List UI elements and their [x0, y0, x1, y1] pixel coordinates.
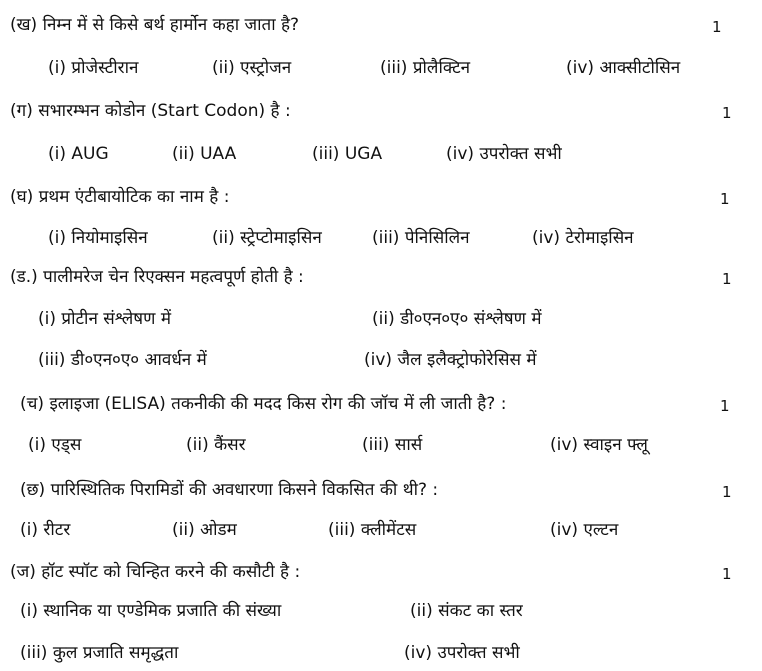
option-gha-iii: (iii) पेनिसिलिन — [372, 228, 470, 248]
option-ja-i: (i) स्थानिक या एण्डेमिक प्रजाति की संख्या — [20, 601, 282, 621]
option-ja-ii: (ii) संकट का स्तर — [410, 601, 523, 621]
option-ja-iii: (iii) कुल प्रजाति समृद्धता — [20, 643, 179, 663]
option-ga-ii: (ii) UAA — [172, 144, 237, 164]
option-gha-ii: (ii) स्ट्रेप्टोमाइसिन — [212, 228, 322, 248]
option-da-i: (i) प्रोटीन संश्लेषण में — [38, 309, 171, 329]
marks-ga: 1 — [722, 104, 732, 122]
marks-ja: 1 — [722, 565, 732, 583]
option-chha-ii: (ii) ओडम — [172, 520, 237, 540]
marks-cha: 1 — [720, 397, 730, 415]
option-cha-ii: (ii) कैंसर — [186, 435, 246, 455]
option-gha-i: (i) नियोमाइसिन — [48, 228, 148, 248]
option-da-iv: (iv) जैल इलैक्ट्रोफोरेसिस में — [364, 350, 537, 370]
option-kha-i: (i) प्रोजेस्टीरान — [48, 58, 139, 78]
option-cha-iii: (iii) सार्स — [362, 435, 423, 455]
option-chha-iii: (iii) क्लीमेंटस — [328, 520, 417, 540]
question-ja: (ज) हॉट स्पॉट को चिन्हित करने की कसौटी है : — [10, 562, 301, 582]
option-kha-iv: (iv) आक्सीटोसिन — [566, 58, 681, 78]
option-chha-i: (i) रीटर — [20, 520, 71, 540]
option-cha-i: (i) एड्स — [28, 435, 82, 455]
question-chha: (छ) पारिस्थितिक पिरामिडों की अवधारणा किसने विकसित की थी? : — [20, 480, 439, 500]
marks-gha: 1 — [720, 190, 730, 208]
option-cha-iv: (iv) स्वाइन फ्लू — [550, 435, 648, 455]
option-gha-iv: (iv) टेरोमाइसिन — [532, 228, 634, 248]
marks-chha: 1 — [722, 483, 732, 501]
option-kha-ii: (ii) एस्ट्रोजन — [212, 58, 292, 78]
question-kha: (ख) निम्न में से किसे बर्थ हार्मोन कहा जाता है? — [10, 15, 300, 35]
question-da: (ड.) पालीमरेज चेन रिएक्सन महत्वपूर्ण होती है : — [10, 267, 304, 287]
option-kha-iii: (iii) प्रोलैक्टिन — [380, 58, 471, 78]
option-ja-iv: (iv) उपरोक्त सभी — [404, 643, 520, 663]
option-ga-iv: (iv) उपरोक्त सभी — [446, 144, 562, 164]
question-cha: (च) इलाइजा (ELISA) तकनीकी की मदद किस रोग की जॉच में ली जाती है? : — [20, 394, 507, 414]
option-ga-i: (i) AUG — [48, 144, 109, 164]
option-ga-iii: (iii) UGA — [312, 144, 383, 164]
marks-kha: 1 — [712, 18, 722, 36]
option-chha-iv: (iv) एल्टन — [550, 520, 619, 540]
question-ga: (ग) सभारम्भन कोडोन (Start Codon) है : — [10, 101, 291, 121]
question-gha: (घ) प्रथम एंटीबायोटिक का नाम है : — [10, 187, 230, 207]
option-da-ii: (ii) डी०एन०ए० संश्लेषण में — [372, 309, 542, 329]
option-da-iii: (iii) डी०एन०ए० आवर्धन में — [38, 350, 207, 370]
marks-da: 1 — [722, 270, 732, 288]
